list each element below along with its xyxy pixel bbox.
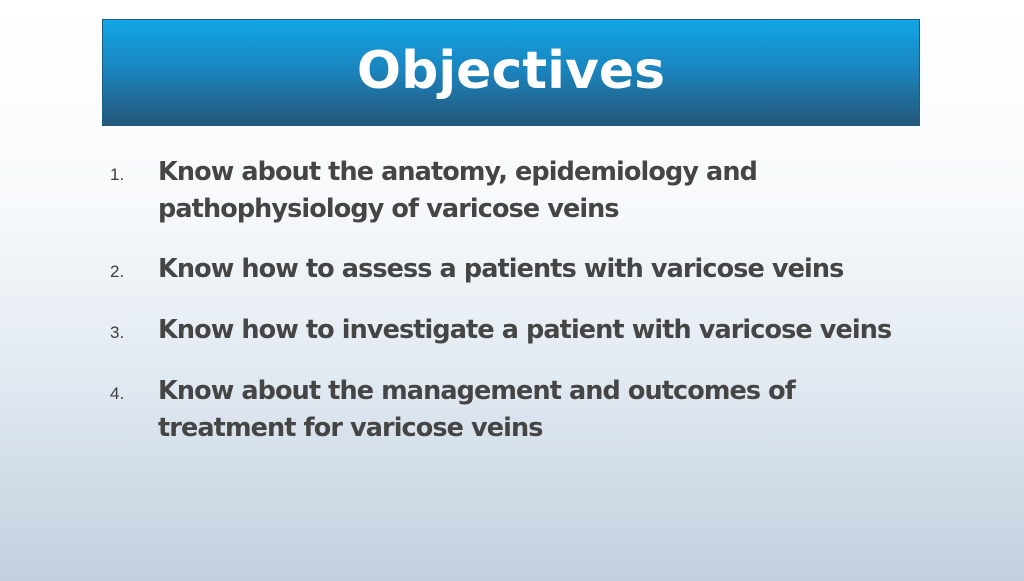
objective-item [110,312,930,349]
objective-text: Know how to assess a patients with varicose veins [158,254,844,284]
objective-text: Know how to investigate a patient with varicose veins [158,315,892,345]
objective-number: 1. [110,165,125,184]
objective-text: Know about the management and outcomes of treatment for varicose veins [158,376,795,443]
objective-item [110,251,930,288]
objective-item [110,154,930,228]
objective-text: Know about the anatomy, epidemiology and pathophysiology of varicose veins [158,157,757,224]
objective-number: 2. [110,262,125,281]
objective-item [110,373,930,447]
objective-number: 4. [110,384,125,403]
objectives-list [110,154,930,447]
objective-number: 3. [110,323,125,342]
slide-title: Objectives [356,40,666,101]
title-banner [102,19,920,126]
